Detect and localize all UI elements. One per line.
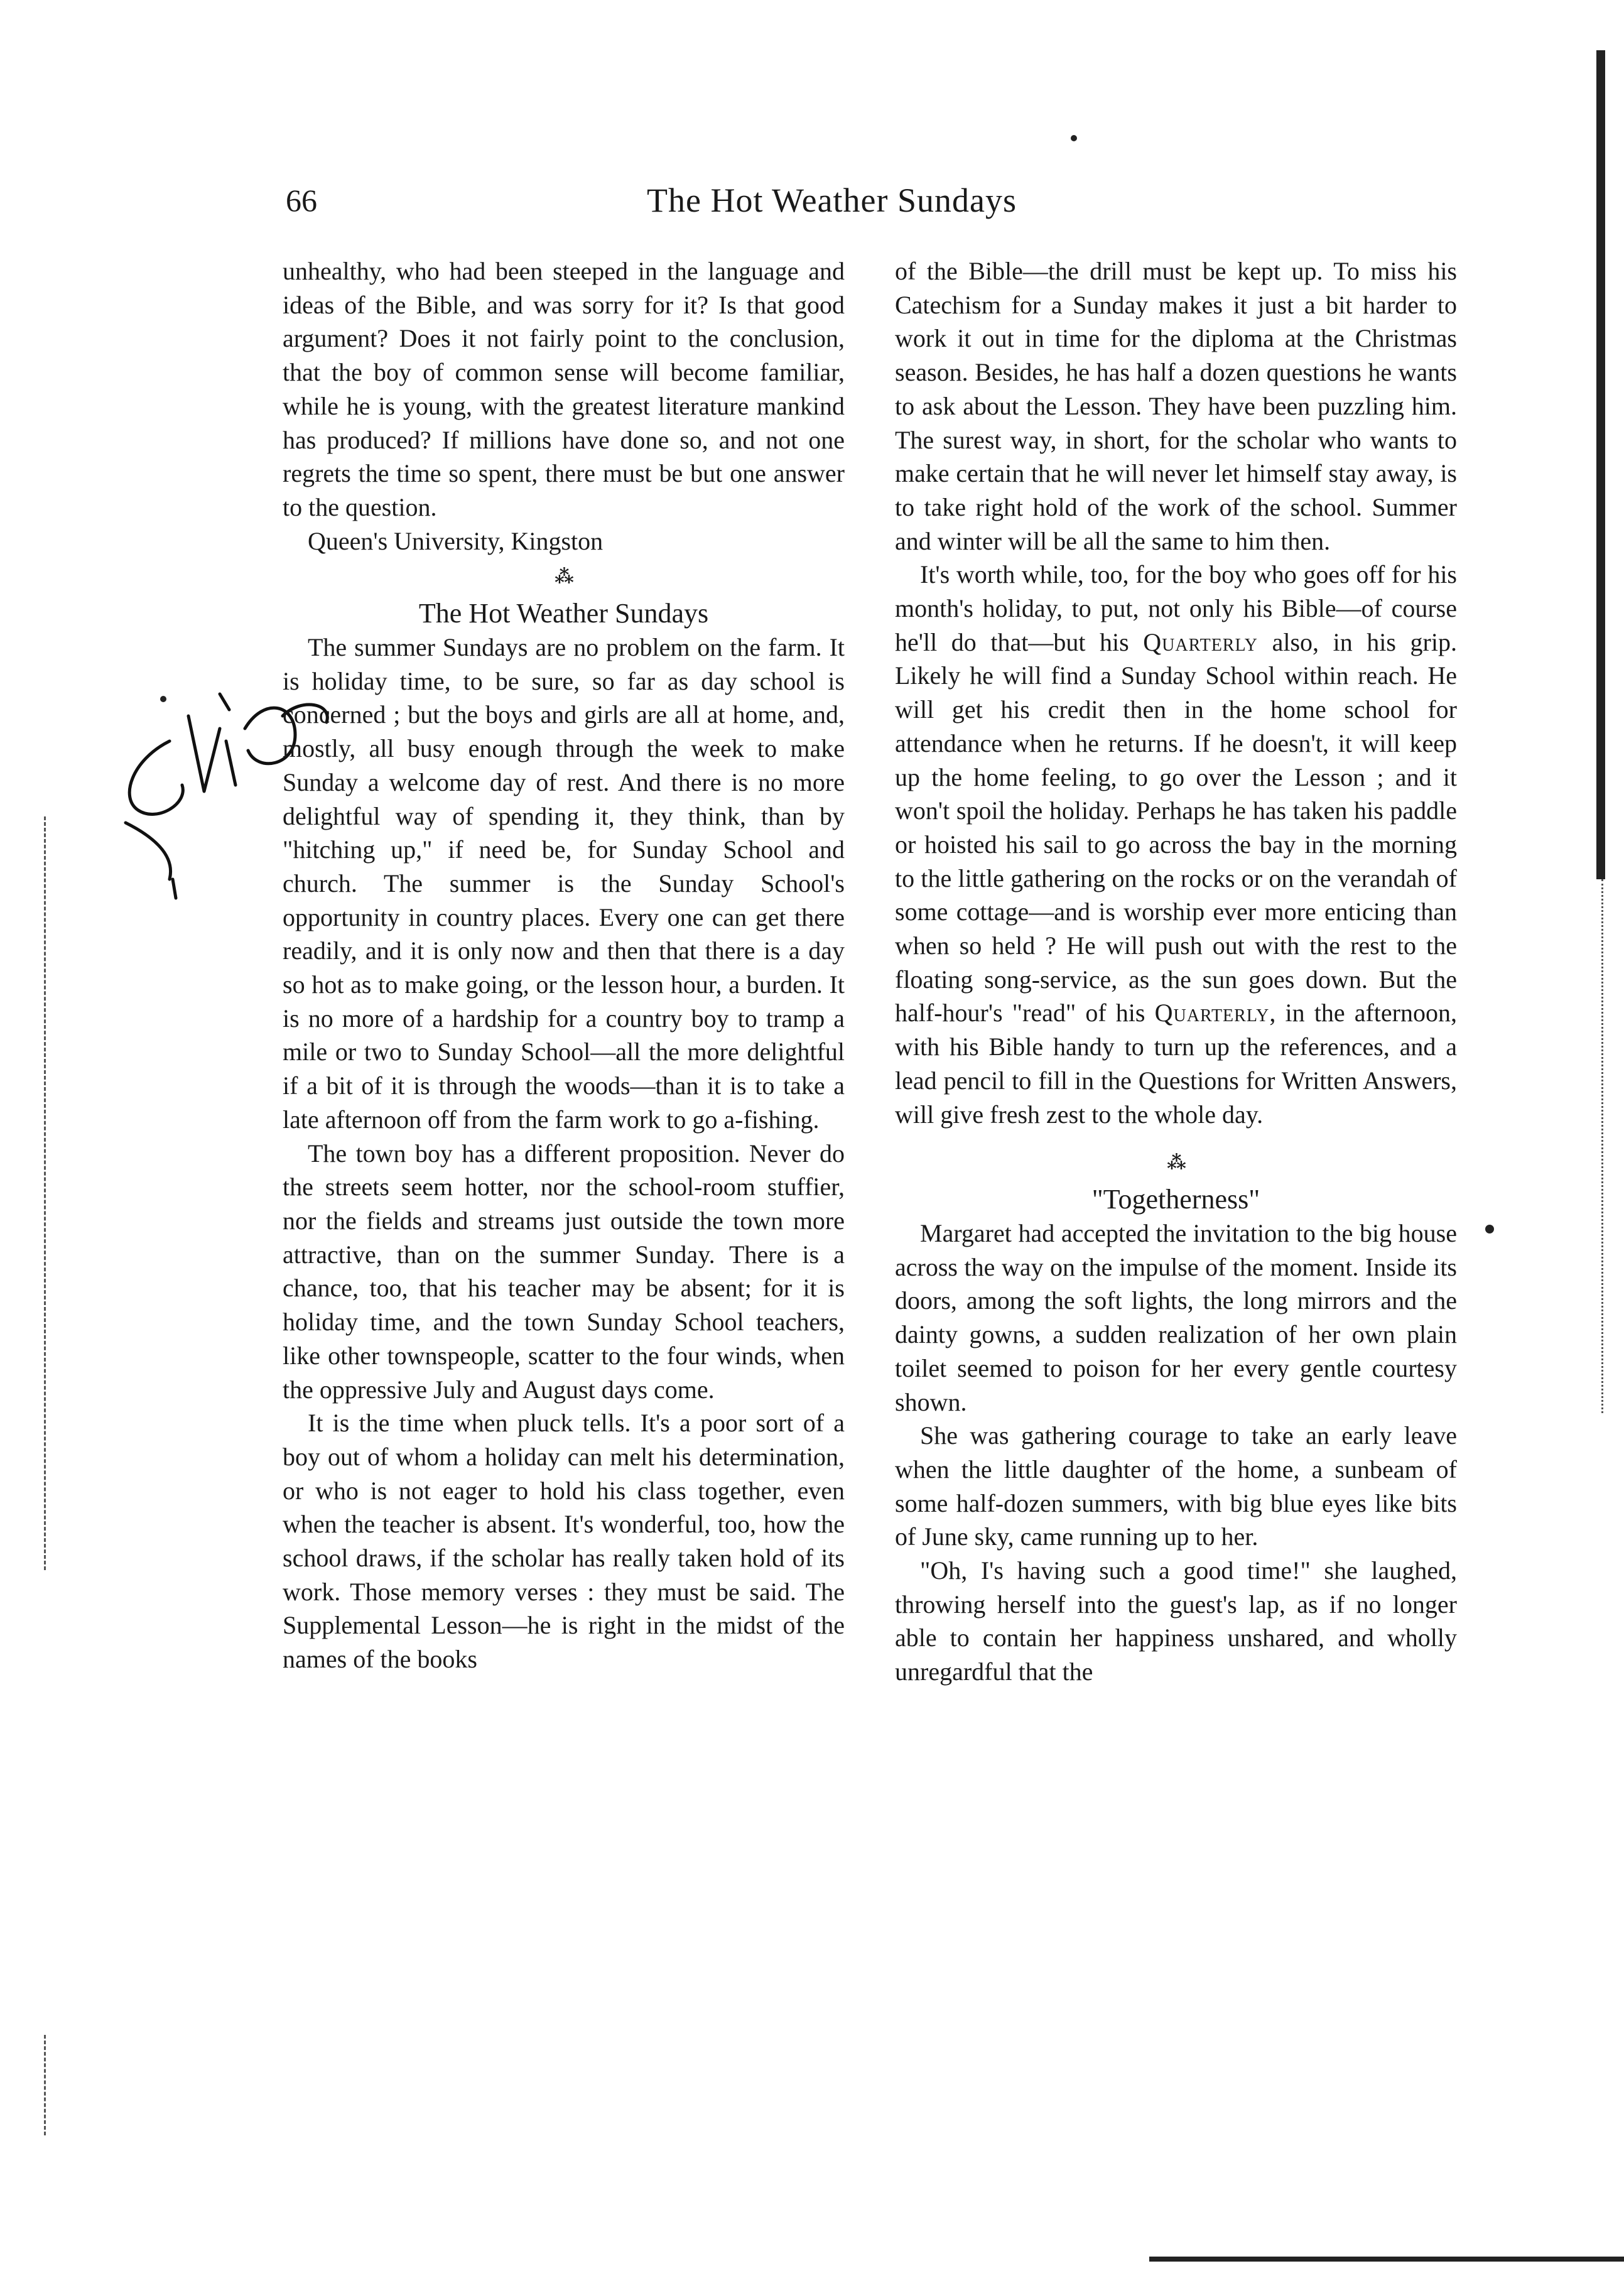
paragraph: of the Bible—the drill must be kept up. To miss his Catechism for a Sunday makes it just a bit harder to work it out in time for the diploma at the Christmas season. Besides, he has half a dozen questions he wants to ask about the Lesson. They have been puzzling him. The surest way, in short, for the scholar who wants to make certain that he will never let himself stay away, is to take right hold of the work of the school. Summer and winter will be all the same to him then. [895, 257, 1457, 555]
section-title: The Hot Weather Sundays [418, 598, 709, 629]
right-column [895, 254, 1457, 1689]
left-margin-dashes-lower [44, 2035, 46, 2135]
paragraph: Margaret had accepted the invitation to the big house across the way on the impulse of the moment. Inside its doors, among the soft lights, the long mirrors and the dainty gowns, a sudden realization of her own plain toilet seemed to poison for her every gentle courtesy shown. [895, 1218, 1457, 1416]
section-title: "Togetherness" [1091, 1184, 1260, 1215]
paragraph: She was gathering courage to take an early leave when the little daughter of the home, a sunbeam of some half-dozen summers, with big blue eyes like bits of June sky, came running up to her. [895, 1421, 1457, 1551]
text-run: , in the afternoon, with his Bible handy to turn up the references, and a lead pencil to fill in the Questions for Written Answers, will give fresh zest to the whole day. [895, 999, 1457, 1129]
speck [1071, 135, 1077, 141]
text-run: It's worth while, too, for the boy who goes off for his month's holiday, to put, not only his Bible—of course he'll do that—but his [895, 560, 1457, 656]
paragraph [895, 558, 1457, 1131]
paragraph: unhealthy, who had been steeped in the language and ideas of the Bible, and was sorry for it? Is that good argument? Does it not fairly point to the conclusion, that the boy of common sense will become familiar, while he is young, with the greatest literature mankind has produced? If millions have done so, and not one regrets the time so spent, there must be but one answer to the question. [283, 257, 845, 521]
paragraph: It is the time when pluck tells. It's a poor sort of a boy out of whom a holiday can melt his determination, or who is not eager to hold his class together, even when the teacher is absent. It's wonderful, too, how the school draws, if the scholar has really taken hold of its work. Those memory verses : they must be said. The Supplemental Lesson—he is right in the midst of the names of the books [283, 1409, 845, 1674]
section-ornament: ⁂ [555, 566, 573, 588]
running-title: The Hot Weather Sundays [647, 182, 1017, 219]
paragraph: The town boy has a different proposition. Never do the streets seem hotter, nor the school-room stuffier, nor the fields and streams just outside the town more attractive, than on the summer Sunday. There is a chance, too, that his teacher may be absent; for it is holiday time, and the town Sunday School teachers, like other townspeople, scatter to the four winds, when the oppressive July and August days come. [283, 1139, 845, 1404]
scan-bottom-rule [1149, 2257, 1624, 2262]
left-column [283, 254, 845, 1676]
quarterly-name: Quarterly [1143, 627, 1259, 656]
page-number: 66 [286, 183, 317, 218]
quarterly-name: Quarterly [1154, 999, 1270, 1027]
scan-edge-rule [1596, 50, 1605, 879]
text-run: also, in his grip. Likely he will find a Sunday School within reach. He will get his credit then in the home school for attendance when he returns. If he doesn't, it will keep up the home feeling, to go over the Lesson ; and it won't spoil the holiday. Perhaps he has taken his paddle or hoisted his sail to go across the bay in the morning to the little gathering on the rocks or on the verandah of some cottage—and is worship ever more enticing than when so held ? He will push out with the rest to the floating song-service, as the sun goes down. But the half-hour's "read" of his [895, 627, 1457, 1027]
paragraph: The summer Sundays are no problem on the farm. It is holiday time, to be sure, so far as day school is concerned ; but the boys and girls are all at home, and, mostly, all busy enough through the week to make Sunday a welcome day of rest. And there is no more delightful way of spending it, they think, than by "hitching up," if need be, for Sunday School and church. The summer is the Sunday School's opportunity in country places. Every one can get there readily, and it is only now and then that there is a day so hot as to make going, or the lesson hour, a burden. It is no more of a hardship for a country boy to tramp a mile or two to Sunday School—all the more delightful if a bit of it is through the woods—than it is to take a late afternoon off from the farm work to go a-fishing. [283, 633, 845, 1134]
scan-edge-dotted-rule [1601, 879, 1606, 1413]
speck [1485, 1225, 1494, 1233]
signature: Queen's University, Kingston [308, 526, 604, 555]
section-ornament: ⁂ [1167, 1152, 1185, 1174]
left-margin-dashes [44, 816, 46, 1570]
paragraph: "Oh, I's having such a good time!" she laughed, throwing herself into the guest's lap, as if no longer able to contain her happiness unshared, and wholly unregardful that the [895, 1556, 1457, 1686]
